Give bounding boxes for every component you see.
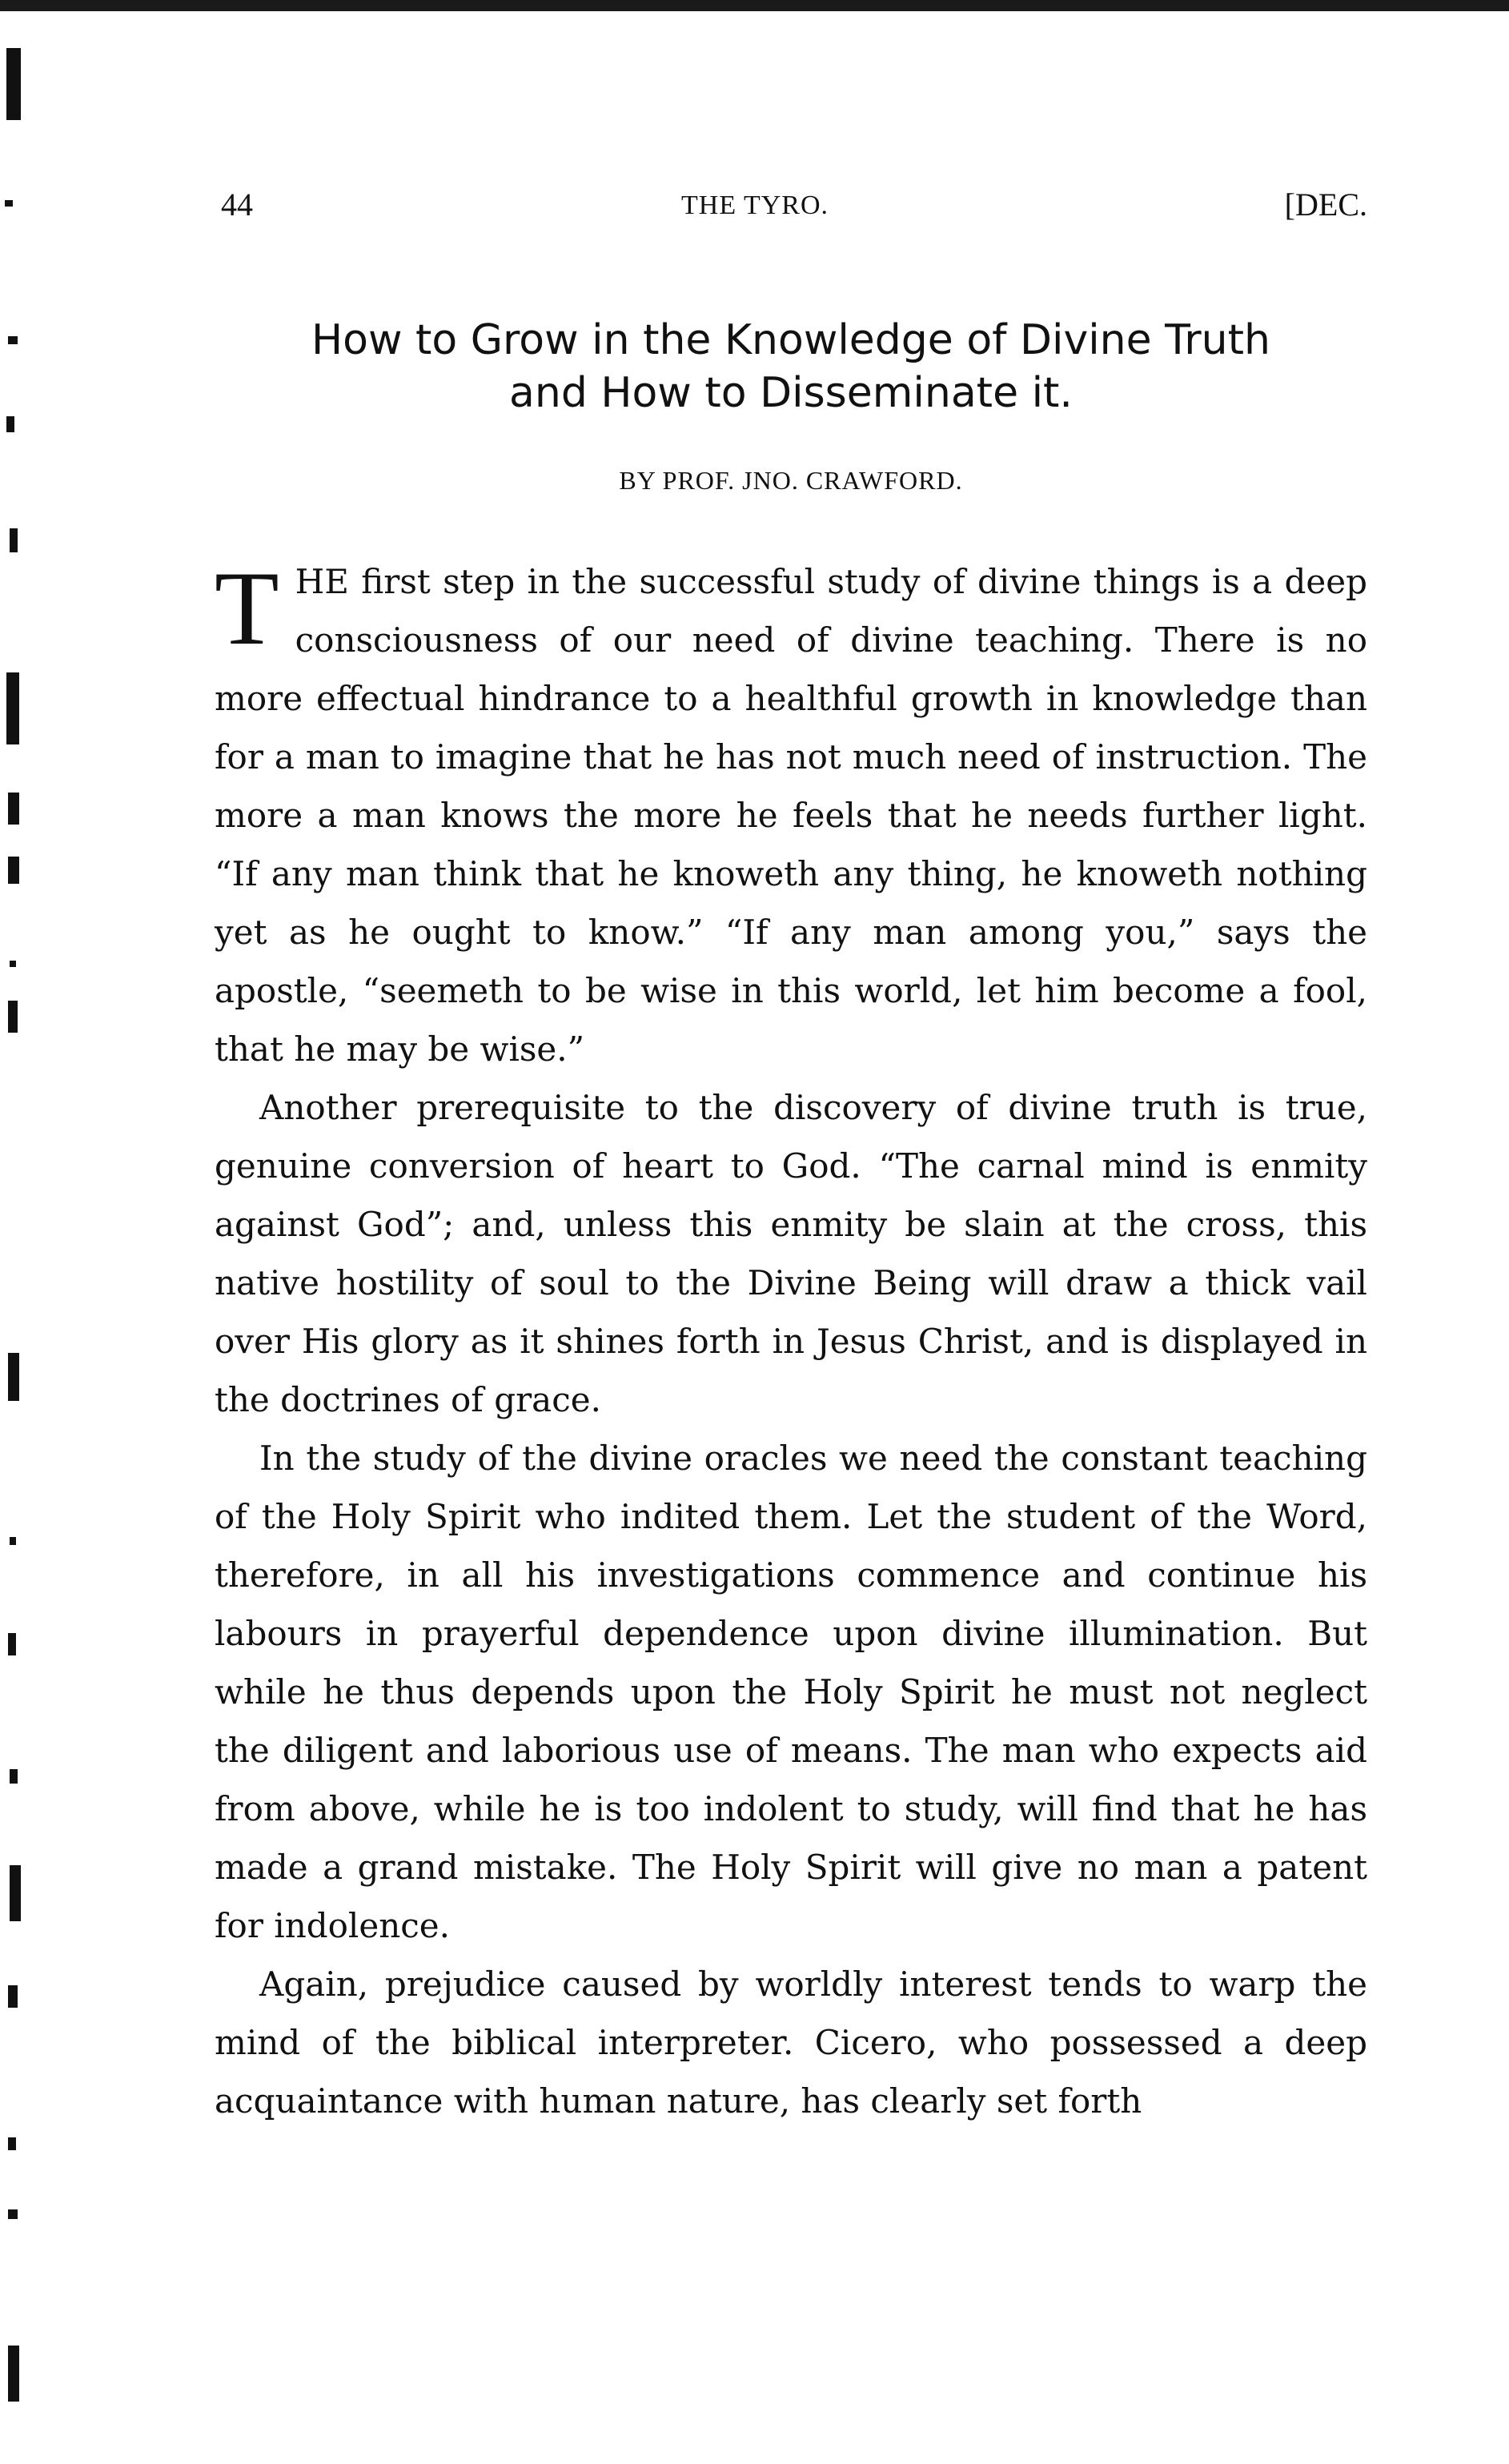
article-title-line-2: and How to Disseminate it. [509, 369, 1073, 417]
journal-title: THE TYRO. [681, 191, 829, 220]
paragraph: In the study of the divine oracles we need the constant teaching of the Holy Spirit who indited them. Let the student of the Word, therefore, in all his investigations commence and continue his labours in prayerful dependence upon divine illumination. But while he thus depends upon the Holy Spirit he must not neglect the diligent and laborious use of means. The man who expects aid from above, while he is too indolent to study, will find that he has made a grand mistake. The Holy Spirit will give no man a patent for indolence. [215, 1439, 1367, 1945]
page-number: 44 [221, 187, 253, 223]
paragraph-text: HE first step in the successful study of divine things is a deep consciousness of our need of divine teaching. There is no more effectual hindrance to a healthful growth in knowledge than for a man to imagine that he has not much need of instruction. The more a man knows the more he feels that he needs further light. “If any man think that he knoweth any thing, he knoweth nothing yet as he ought to know.” “If any man among you,” says the apostle, “seemeth to be wise in this world, let him become a fool, that he may be wise.” [215, 562, 1367, 1069]
scan-top-border [0, 0, 1509, 11]
paragraph: Again, prejudice caused by worldly interest tends to warp the mind of the biblical interpreter. Cicero, who possessed a deep acquaintance with human nature, has clearly set forth [215, 1964, 1367, 2121]
issue-month: [DEC. [1284, 187, 1367, 223]
article-byline: BY PROF. JNO. CRAWFORD. [619, 466, 963, 495]
running-header [215, 186, 1367, 234]
article-body [215, 549, 1367, 2130]
paragraph: Another prerequisite to the discovery of divine truth is true, genuine conversion of heart to God. “The carnal mind is enmity against God”; and, unless this enmity be slain at the cross, this native hostility of soul to the Divine Being will draw a thick vail over His glory as it shines forth in Jesus Christ, and is displayed in the doctrines of grace. [215, 1088, 1367, 1419]
article-title-line-1: How to Grow in the Knowledge of Divine Truth [311, 316, 1270, 364]
article-title [215, 314, 1367, 419]
drop-cap: T [215, 549, 279, 667]
paragraph [215, 549, 1367, 1078]
scan-gutter-noise [0, 0, 56, 2464]
